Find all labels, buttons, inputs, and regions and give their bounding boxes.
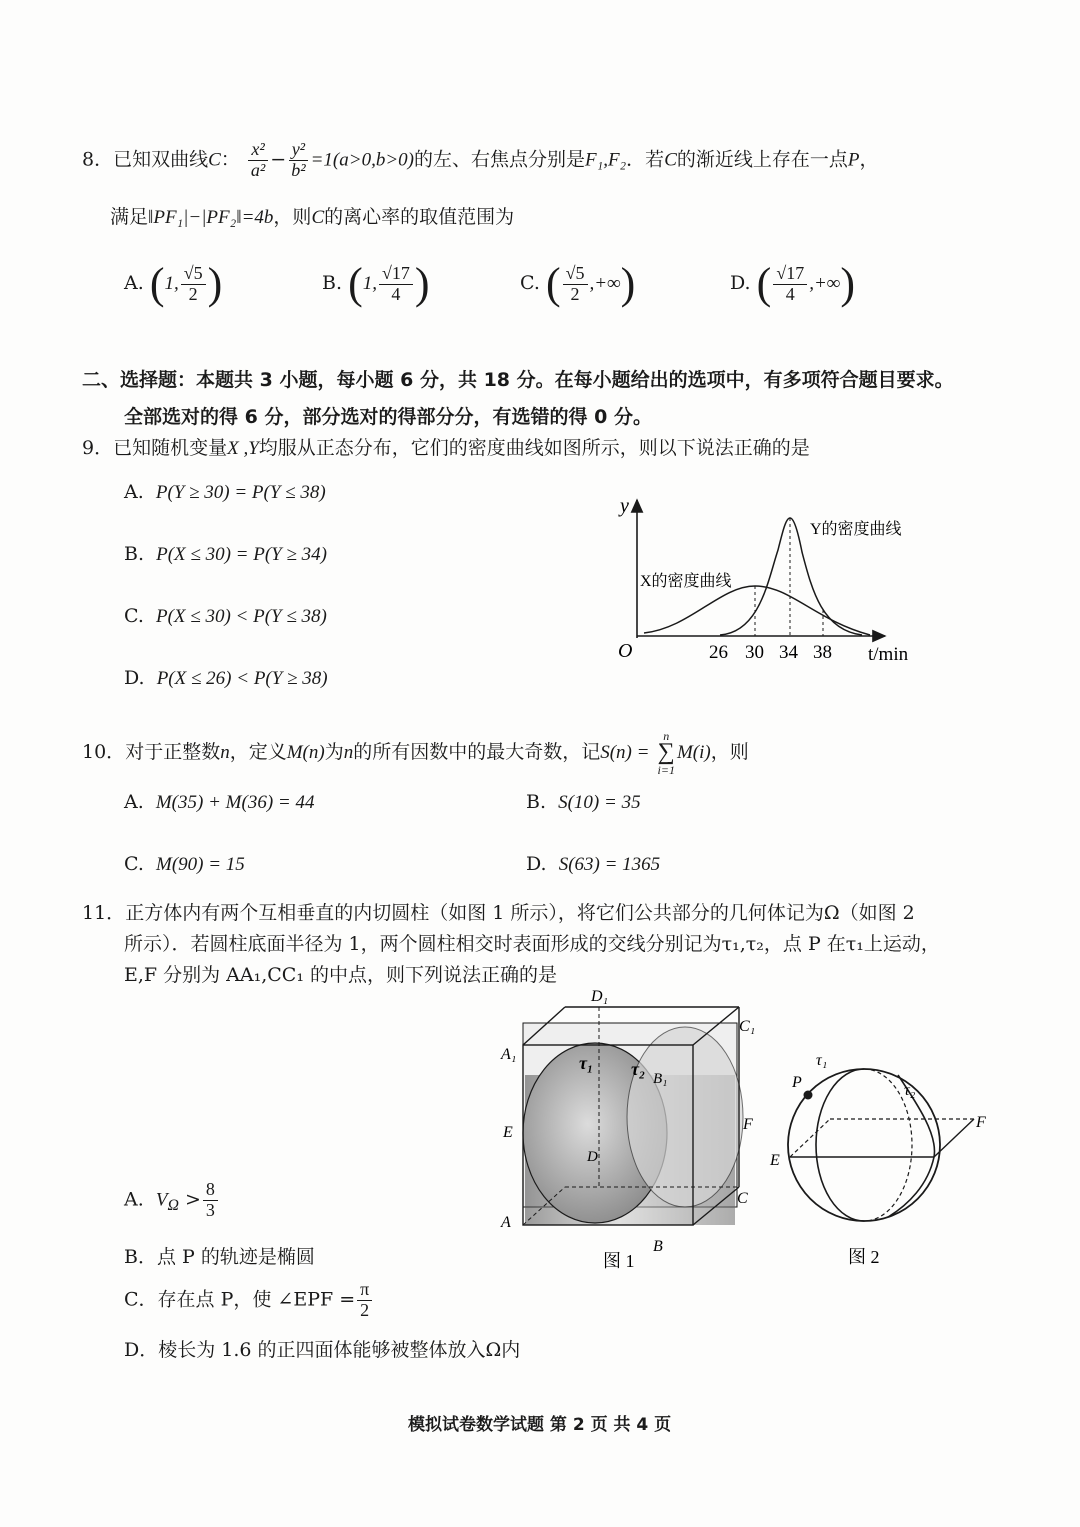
label-C1: C₁ <box>739 1018 756 1035</box>
label-F: F <box>743 1116 753 1133</box>
option-V: V <box>155 1189 168 1211</box>
label-tau1: τ₁ <box>816 1052 828 1069</box>
q11-option-d[interactable] <box>124 1335 520 1362</box>
q8-line2-post: ，则 <box>273 206 312 228</box>
option-text: B．点 P 的轨迹是椭圆 <box>124 1246 315 1268</box>
tick-26: 26 <box>709 642 728 663</box>
option-label: A. <box>124 791 144 813</box>
section2-num: 6 <box>244 406 258 428</box>
q10-Mi: M(i) <box>676 741 711 763</box>
q8-foci: F₁,F₂ <box>584 149 627 171</box>
q10-text: 对于正整数 <box>125 740 221 763</box>
x-axis-label: t/min <box>868 644 909 665</box>
q8-line2-expr: ‖PF₁|−|PF₂‖=4b <box>148 207 274 228</box>
option-expr: P(Y ≥ 30) = P(Y ≤ 38) <box>155 482 326 503</box>
q11-text: E,F 分别为 AA₁,CC₁ 的中点，则下列说法正确的是 <box>124 964 558 986</box>
segment-E-upper <box>790 1119 830 1157</box>
option-text: D．棱长为 1.6 的正四面体能够被整体放入Ω内 <box>124 1339 521 1361</box>
label-F: F <box>976 1114 986 1131</box>
option-expr: M(35) + M(36) = 44 <box>155 792 315 813</box>
option-expr: P(X ≤ 30) = P(Y ≥ 34) <box>156 544 327 565</box>
frac-den: 3 <box>205 1199 215 1220</box>
q8-line2-end: 的离心率的取值范围为 <box>324 206 515 228</box>
q10-option-b[interactable] <box>526 791 641 814</box>
paren-close: ) <box>620 259 636 308</box>
q10-text: ，定义 <box>229 740 287 763</box>
q11-option-c[interactable] <box>124 1280 374 1321</box>
frac-num: π <box>357 1280 372 1301</box>
q9-option-b[interactable] <box>124 543 327 566</box>
q9-text: 均服从正态分布，它们的密度曲线如图所示，则以下说法正确的是 <box>258 437 810 459</box>
section2-text: 分。 <box>607 406 652 428</box>
q10-option-a[interactable] <box>124 791 314 814</box>
section2-text: 小题，每小题 <box>272 369 401 391</box>
q9-density-graph <box>600 490 940 670</box>
q11-number: 11． <box>82 902 126 924</box>
frac-num: √17 <box>379 264 413 285</box>
q9-text: 已知随机变量 <box>113 437 228 459</box>
option-frac <box>379 264 413 305</box>
q9-number: 9． <box>82 437 114 459</box>
q10-sum <box>658 730 675 776</box>
q10-var-n: n <box>220 741 230 763</box>
label-E: E <box>770 1152 780 1169</box>
q11-figure-2 <box>768 1045 998 1275</box>
option-label: C. <box>520 272 540 294</box>
option-frac <box>773 264 807 305</box>
option-left: 1, <box>164 273 179 294</box>
origin-label: O <box>618 640 633 662</box>
option-label: A. <box>124 1188 144 1211</box>
tau1-curve-visible <box>816 1069 864 1221</box>
q8-number: 8． <box>82 148 114 171</box>
q8-option-a[interactable] <box>124 259 223 308</box>
q8-line1 <box>82 140 879 181</box>
q10-text: 的所有因数中的最大奇数，记 <box>353 740 601 763</box>
q8-text-post3: 的渐近线上存在一点 <box>676 148 848 171</box>
q11-option-a[interactable] <box>124 1180 220 1221</box>
option-frac <box>357 1280 372 1321</box>
q8-text-post: 的左、右焦点分别是 <box>413 148 585 171</box>
q11-option-b[interactable] <box>124 1242 315 1269</box>
label-tau2: τ₂ <box>631 1059 646 1079</box>
section2-line1 <box>82 365 954 392</box>
q10-option-d[interactable] <box>526 853 660 876</box>
y-curve-label: Y的密度曲线 <box>810 521 902 538</box>
label-P: P <box>792 1074 802 1091</box>
paren-open: ( <box>756 259 772 308</box>
option-label: C. <box>124 853 144 875</box>
sum-bottom: i=1 <box>657 762 675 777</box>
section2-num: 3 <box>259 369 273 391</box>
q10-text: 为 <box>324 740 344 763</box>
x-curve-label: X的密度曲线 <box>640 573 732 590</box>
option-label: D. <box>526 853 547 875</box>
option-frac <box>181 264 206 305</box>
page-footer: 模拟试卷数学试题 第 2 页 共 4 页 <box>408 1415 672 1435</box>
section2-text: 全部选对的得 <box>124 406 245 428</box>
sum-symbol: ∑ <box>657 739 675 765</box>
q10-var-n2: n <box>343 741 354 763</box>
option-label: B. <box>526 791 547 813</box>
section2-text: 二、选择题：本题共 <box>82 369 260 391</box>
option-V-sub: Ω <box>167 1197 179 1215</box>
option-label: A. <box>124 481 144 503</box>
cylinder-side-disc <box>627 1027 743 1207</box>
q11-stem-line1 <box>82 902 915 925</box>
option-text: C．存在点 P，使 ∠EPF = <box>124 1288 356 1311</box>
tick-38: 38 <box>813 642 832 663</box>
frac-den: 4 <box>391 283 401 304</box>
q10-stem <box>82 730 749 776</box>
paren-open: ( <box>149 259 165 308</box>
q10-number: 10． <box>82 740 126 763</box>
q11-text: 正方体内有两个互相垂直的内切圆柱（如图 1 所示），将它们公共部分的几何体记为Ω（如图 2 <box>125 902 915 924</box>
option-expr: P(X ≤ 26) < P(Y ≥ 38) <box>156 668 328 689</box>
figure-2-caption: 图 2 <box>848 1247 880 1267</box>
q8-option-c[interactable] <box>520 259 636 308</box>
option-expr: S(10) = 35 <box>558 792 641 813</box>
q8-line2-pre: 满足 <box>110 206 149 228</box>
q8-text-post2: ．若 <box>626 148 665 171</box>
option-frac <box>203 1180 218 1221</box>
q8-eqcond: =1(a>0,b>0) <box>310 149 414 171</box>
section2-num: 18 <box>483 369 511 391</box>
paren-open: ( <box>545 259 561 308</box>
section2-num: 6 <box>400 369 414 391</box>
option-label: D. <box>730 272 751 294</box>
frac-den: 2 <box>570 283 580 304</box>
q8-line2 <box>110 206 514 230</box>
option-right: ,+∞ <box>809 273 841 294</box>
label-B: B <box>653 1238 663 1255</box>
frac-num: √5 <box>181 264 206 285</box>
option-frac <box>563 264 588 305</box>
option-expr: M(90) = 15 <box>156 854 245 875</box>
q11-figure-1 <box>495 985 770 1275</box>
q8-frac-y <box>288 140 308 181</box>
frac-num: 8 <box>203 1180 218 1201</box>
option-label: B. <box>322 272 343 294</box>
q11-stem-line2 <box>124 933 940 956</box>
q8-frac-x <box>248 140 268 181</box>
q8-var-C: C <box>208 149 221 171</box>
q8-var-C2: C <box>664 149 677 171</box>
section2-text: 分，共 <box>413 369 484 391</box>
q10-Mn: M(n) <box>286 741 325 763</box>
option-label: B. <box>124 543 145 565</box>
paren-open: ( <box>348 259 363 308</box>
q8-minus: − <box>270 148 287 171</box>
q10-Sn: S(n) = <box>600 741 650 763</box>
tick-30: 30 <box>745 642 764 663</box>
section2-line2 <box>124 402 652 429</box>
q11-stem-line3 <box>124 964 557 987</box>
q9-stem <box>82 437 810 461</box>
q8-y2: y² <box>289 140 308 161</box>
paren-close: ) <box>207 259 223 308</box>
q8-comma: ， <box>859 148 879 171</box>
label-B1: B₁ <box>653 1071 668 1087</box>
q9-option-d[interactable] <box>124 667 328 690</box>
option-label: C. <box>124 605 144 627</box>
label-A: A <box>501 1214 511 1231</box>
option-label: A. <box>124 272 144 294</box>
label-D1: D₁ <box>591 988 609 1005</box>
y-axis-label: y <box>620 495 629 517</box>
q8-text-pre: 已知双曲线 <box>113 148 209 171</box>
label-E: E <box>503 1124 513 1141</box>
sum-top: n <box>663 729 670 743</box>
paren-close: ) <box>840 259 855 308</box>
frac-num: √17 <box>773 264 807 285</box>
q10-text: ，则 <box>710 740 749 763</box>
frac-den: 2 <box>188 283 198 304</box>
option-label: D. <box>124 667 145 689</box>
frac-den: 4 <box>785 283 795 304</box>
option-left: 1, <box>362 273 377 294</box>
q9-option-c[interactable] <box>124 605 327 628</box>
section2-num: 0 <box>594 406 608 428</box>
x-density-curve <box>644 586 870 635</box>
label-tau2: τ₂ <box>904 1082 916 1099</box>
label-tau1: τ₁ <box>579 1053 594 1073</box>
figure-1-caption: 图 1 <box>603 1251 635 1271</box>
option-gt: > <box>184 1188 201 1211</box>
label-D: D <box>587 1149 598 1165</box>
q8-line2-C: C <box>311 207 325 228</box>
q11-text: 所示）．若圆柱底面半径为 1，两个圆柱相交时表面形成的交线分别记为τ₁,τ₂，点 P 在τ₁上运动， <box>124 933 940 955</box>
frac-den: 2 <box>360 1299 370 1320</box>
q10-option-c[interactable] <box>124 853 245 876</box>
frac-num: √5 <box>563 264 588 285</box>
q8-option-b[interactable] <box>322 259 430 308</box>
q8-x2: x² <box>248 140 267 161</box>
tick-34: 34 <box>779 642 798 663</box>
point-P <box>804 1091 813 1100</box>
q8-a2: a² <box>250 159 266 180</box>
paren-close: ) <box>414 259 430 308</box>
option-expr: P(X ≤ 30) < P(Y ≤ 38) <box>156 606 327 627</box>
label-C: C <box>737 1190 748 1207</box>
q8-b2: b² <box>291 159 306 180</box>
section2-text: 分，部分选对的得部分分，有选错的得 <box>257 406 595 428</box>
q8-option-d[interactable] <box>730 259 855 308</box>
q8-var-P: P <box>847 149 860 171</box>
q9-option-a[interactable] <box>124 481 326 504</box>
q8-colon: ： <box>220 148 240 171</box>
label-A1: A₁ <box>501 1046 517 1063</box>
option-expr: S(63) = 1365 <box>558 854 661 875</box>
q9-vars: X ,Y <box>227 438 259 459</box>
section2-text: 分。在每小题给出的选项中，有多项符合题目要求。 <box>510 369 954 391</box>
option-right: ,+∞ <box>589 273 621 294</box>
